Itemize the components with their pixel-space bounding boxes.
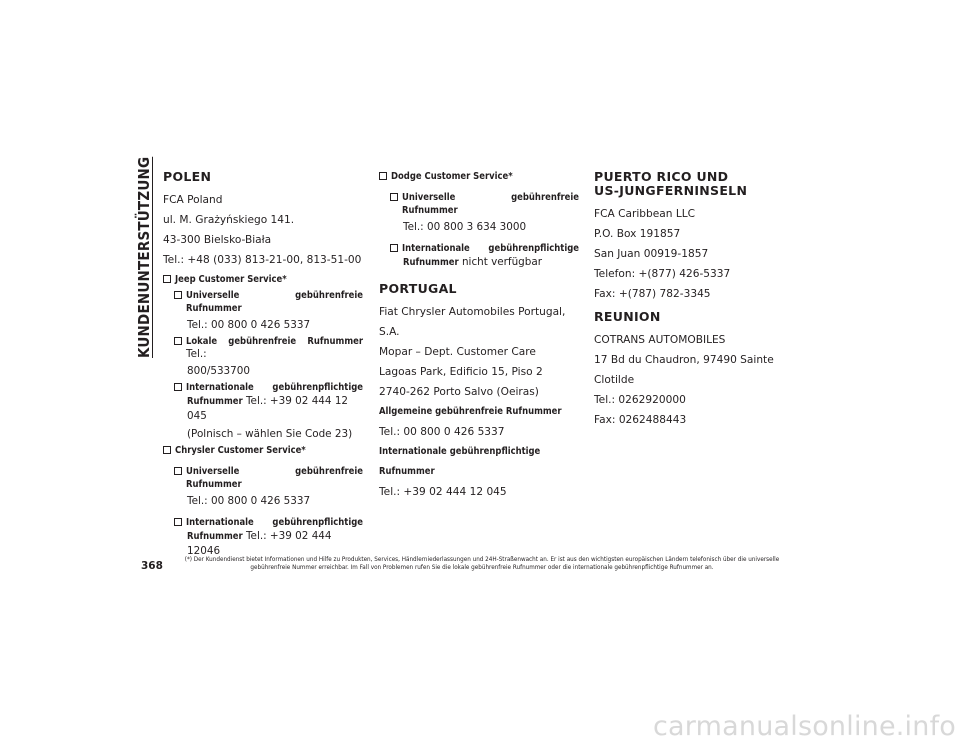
- poland-address-line: FCA Poland: [163, 194, 223, 206]
- puerto-rico-line: P.O. Box 191857: [594, 228, 681, 240]
- column-poland: [163, 170, 363, 560]
- checkbox-bullet-icon: [174, 383, 182, 391]
- chrysler-universal-item: [174, 465, 363, 491]
- checkbox-bullet-icon: [174, 467, 182, 475]
- puerto-rico-fax: Fax: +(787) 782-3345: [594, 288, 711, 300]
- poland-phone-line: Tel.: +48 (033) 813-21-00, 813-51-00: [163, 254, 362, 266]
- chrysler-service-title: Chrysler Customer Service*: [175, 445, 306, 456]
- portugal-address-line: Mopar – Dept. Customer Care: [379, 346, 536, 358]
- dodge-international-label-2: Rufnummer: [403, 257, 459, 268]
- chrysler-international-label: Internationale gebührenpflichtige: [186, 517, 363, 528]
- chrysler-international-value: Tel.: +39 02 444 12046: [187, 530, 332, 557]
- puerto-rico-line: FCA Caribbean LLC: [594, 208, 696, 220]
- jeep-international-item: [174, 381, 363, 394]
- portugal-address-line: 2740-262 Porto Salvo (Oeiras): [379, 386, 539, 398]
- jeep-international-line: [187, 394, 363, 423]
- chrysler-international-item: [174, 516, 363, 529]
- jeep-local-value: 800/533700: [187, 365, 250, 377]
- reunion-line: COTRANS AUTOMOBILES: [594, 334, 726, 346]
- portugal-universal-label: Allgemeine gebührenfreie Rufnummer: [379, 406, 562, 417]
- dodge-international-value: nicht verfügbar: [461, 256, 543, 268]
- portugal-international-label: Internationale gebührenpflichtige Rufnummer: [379, 446, 541, 477]
- jeep-universal-label: Universelle gebührenfreie Rufnummer: [186, 290, 363, 314]
- reunion-phone: Tel.: 0262920000: [594, 394, 686, 406]
- column-puerto-rico-reunion: [594, 170, 794, 430]
- jeep-international-label-2: Rufnummer: [187, 396, 243, 407]
- section-side-title: KUNDENUNTERSTÜTZUNG: [135, 156, 153, 358]
- jeep-service-title: Jeep Customer Service*: [175, 274, 287, 285]
- checkbox-bullet-icon: [174, 518, 182, 526]
- jeep-local-label: Lokale gebührenfreie Rufnummer: [186, 336, 363, 347]
- jeep-local-value-prefix: Tel.:: [186, 348, 207, 360]
- column-portugal: [379, 170, 579, 502]
- heading-puerto-rico: PUERTO RICO UND: [594, 169, 729, 184]
- chrysler-international-line: [187, 529, 363, 558]
- dodge-service-title: Dodge Customer Service*: [391, 171, 513, 182]
- heading-reunion: REUNION: [594, 309, 661, 324]
- heading-us-virgin-islands: US-JUNGFERNINSELN: [594, 183, 748, 198]
- dodge-universal-value: Tel.: 00 800 3 634 3000: [403, 221, 527, 233]
- jeep-universal-item: [174, 289, 363, 315]
- watermark: carmanualsonline.info: [653, 711, 956, 742]
- jeep-language-note: (Polnisch – wählen Sie Code 23): [187, 428, 353, 440]
- poland-address-line: ul. M. Grażyńskiego 141.: [163, 214, 295, 226]
- checkbox-bullet-icon: [379, 172, 387, 180]
- poland-address-line: 43-300 Bielsko-Biała: [163, 234, 272, 246]
- chrysler-universal-value: Tel.: 00 800 0 426 5337: [187, 495, 311, 507]
- footnote: (*) Der Kundendienst bietet Informationen und Hilfe zu Produkten, Services, Händlerniederlassungen und 24H-Straßenwacht an. Er ist aus den wichtigsten europäischen Ländern telefonisch über die universelle gebührenfreie Nummer erreichbar. Im Fall von Problemen rufen Sie die lokale gebührenfreie Rufnummer oder die internationale gebührenpflichtige Rufnummer an.: [184, 556, 780, 571]
- puerto-rico-line: San Juan 00919-1857: [594, 248, 709, 260]
- reunion-fax: Fax: 0262488443: [594, 414, 687, 426]
- page-number: 368: [141, 560, 163, 572]
- heading-poland: POLEN: [163, 169, 212, 184]
- dodge-international-label: Internationale gebührenpflichtige: [402, 243, 579, 254]
- portugal-address-line: Fiat Chrysler Automobiles Portugal, S.A.: [379, 306, 566, 338]
- chrysler-service-item: [163, 444, 363, 457]
- chrysler-universal-label: Universelle gebührenfreie Rufnummer: [186, 466, 363, 490]
- checkbox-bullet-icon: [163, 275, 171, 283]
- checkbox-bullet-icon: [390, 193, 398, 201]
- reunion-line: 17 Bd du Chaudron, 97490 Sainte Clotilde: [594, 354, 774, 386]
- heading-portugal: PORTUGAL: [379, 281, 457, 296]
- checkbox-bullet-icon: [174, 291, 182, 299]
- jeep-universal-value: Tel.: 00 800 0 426 5337: [187, 319, 311, 331]
- portugal-universal-value: Tel.: 00 800 0 426 5337: [379, 426, 505, 438]
- jeep-international-value: Tel.: +39 02 444 12 045: [187, 395, 349, 422]
- checkbox-bullet-icon: [174, 337, 182, 345]
- portugal-international-value: Tel.: +39 02 444 12 045: [379, 486, 507, 498]
- dodge-universal-label: Universelle gebührenfreie Rufnummer: [402, 192, 579, 216]
- jeep-service-item: [163, 273, 363, 286]
- dodge-universal-item: [390, 191, 579, 217]
- dodge-service-item: [379, 170, 579, 183]
- jeep-international-label: Internationale gebührenpflichtige: [186, 382, 363, 393]
- puerto-rico-phone: Telefon: +(877) 426-5337: [594, 268, 731, 280]
- checkbox-bullet-icon: [390, 244, 398, 252]
- chrysler-international-label-2: Rufnummer: [187, 531, 243, 542]
- dodge-international-item: [390, 242, 579, 255]
- checkbox-bullet-icon: [163, 446, 171, 454]
- portugal-address-line: Lagoas Park, Edificio 15, Piso 2: [379, 366, 543, 378]
- jeep-local-item: [174, 335, 363, 361]
- dodge-international-line: [403, 255, 579, 270]
